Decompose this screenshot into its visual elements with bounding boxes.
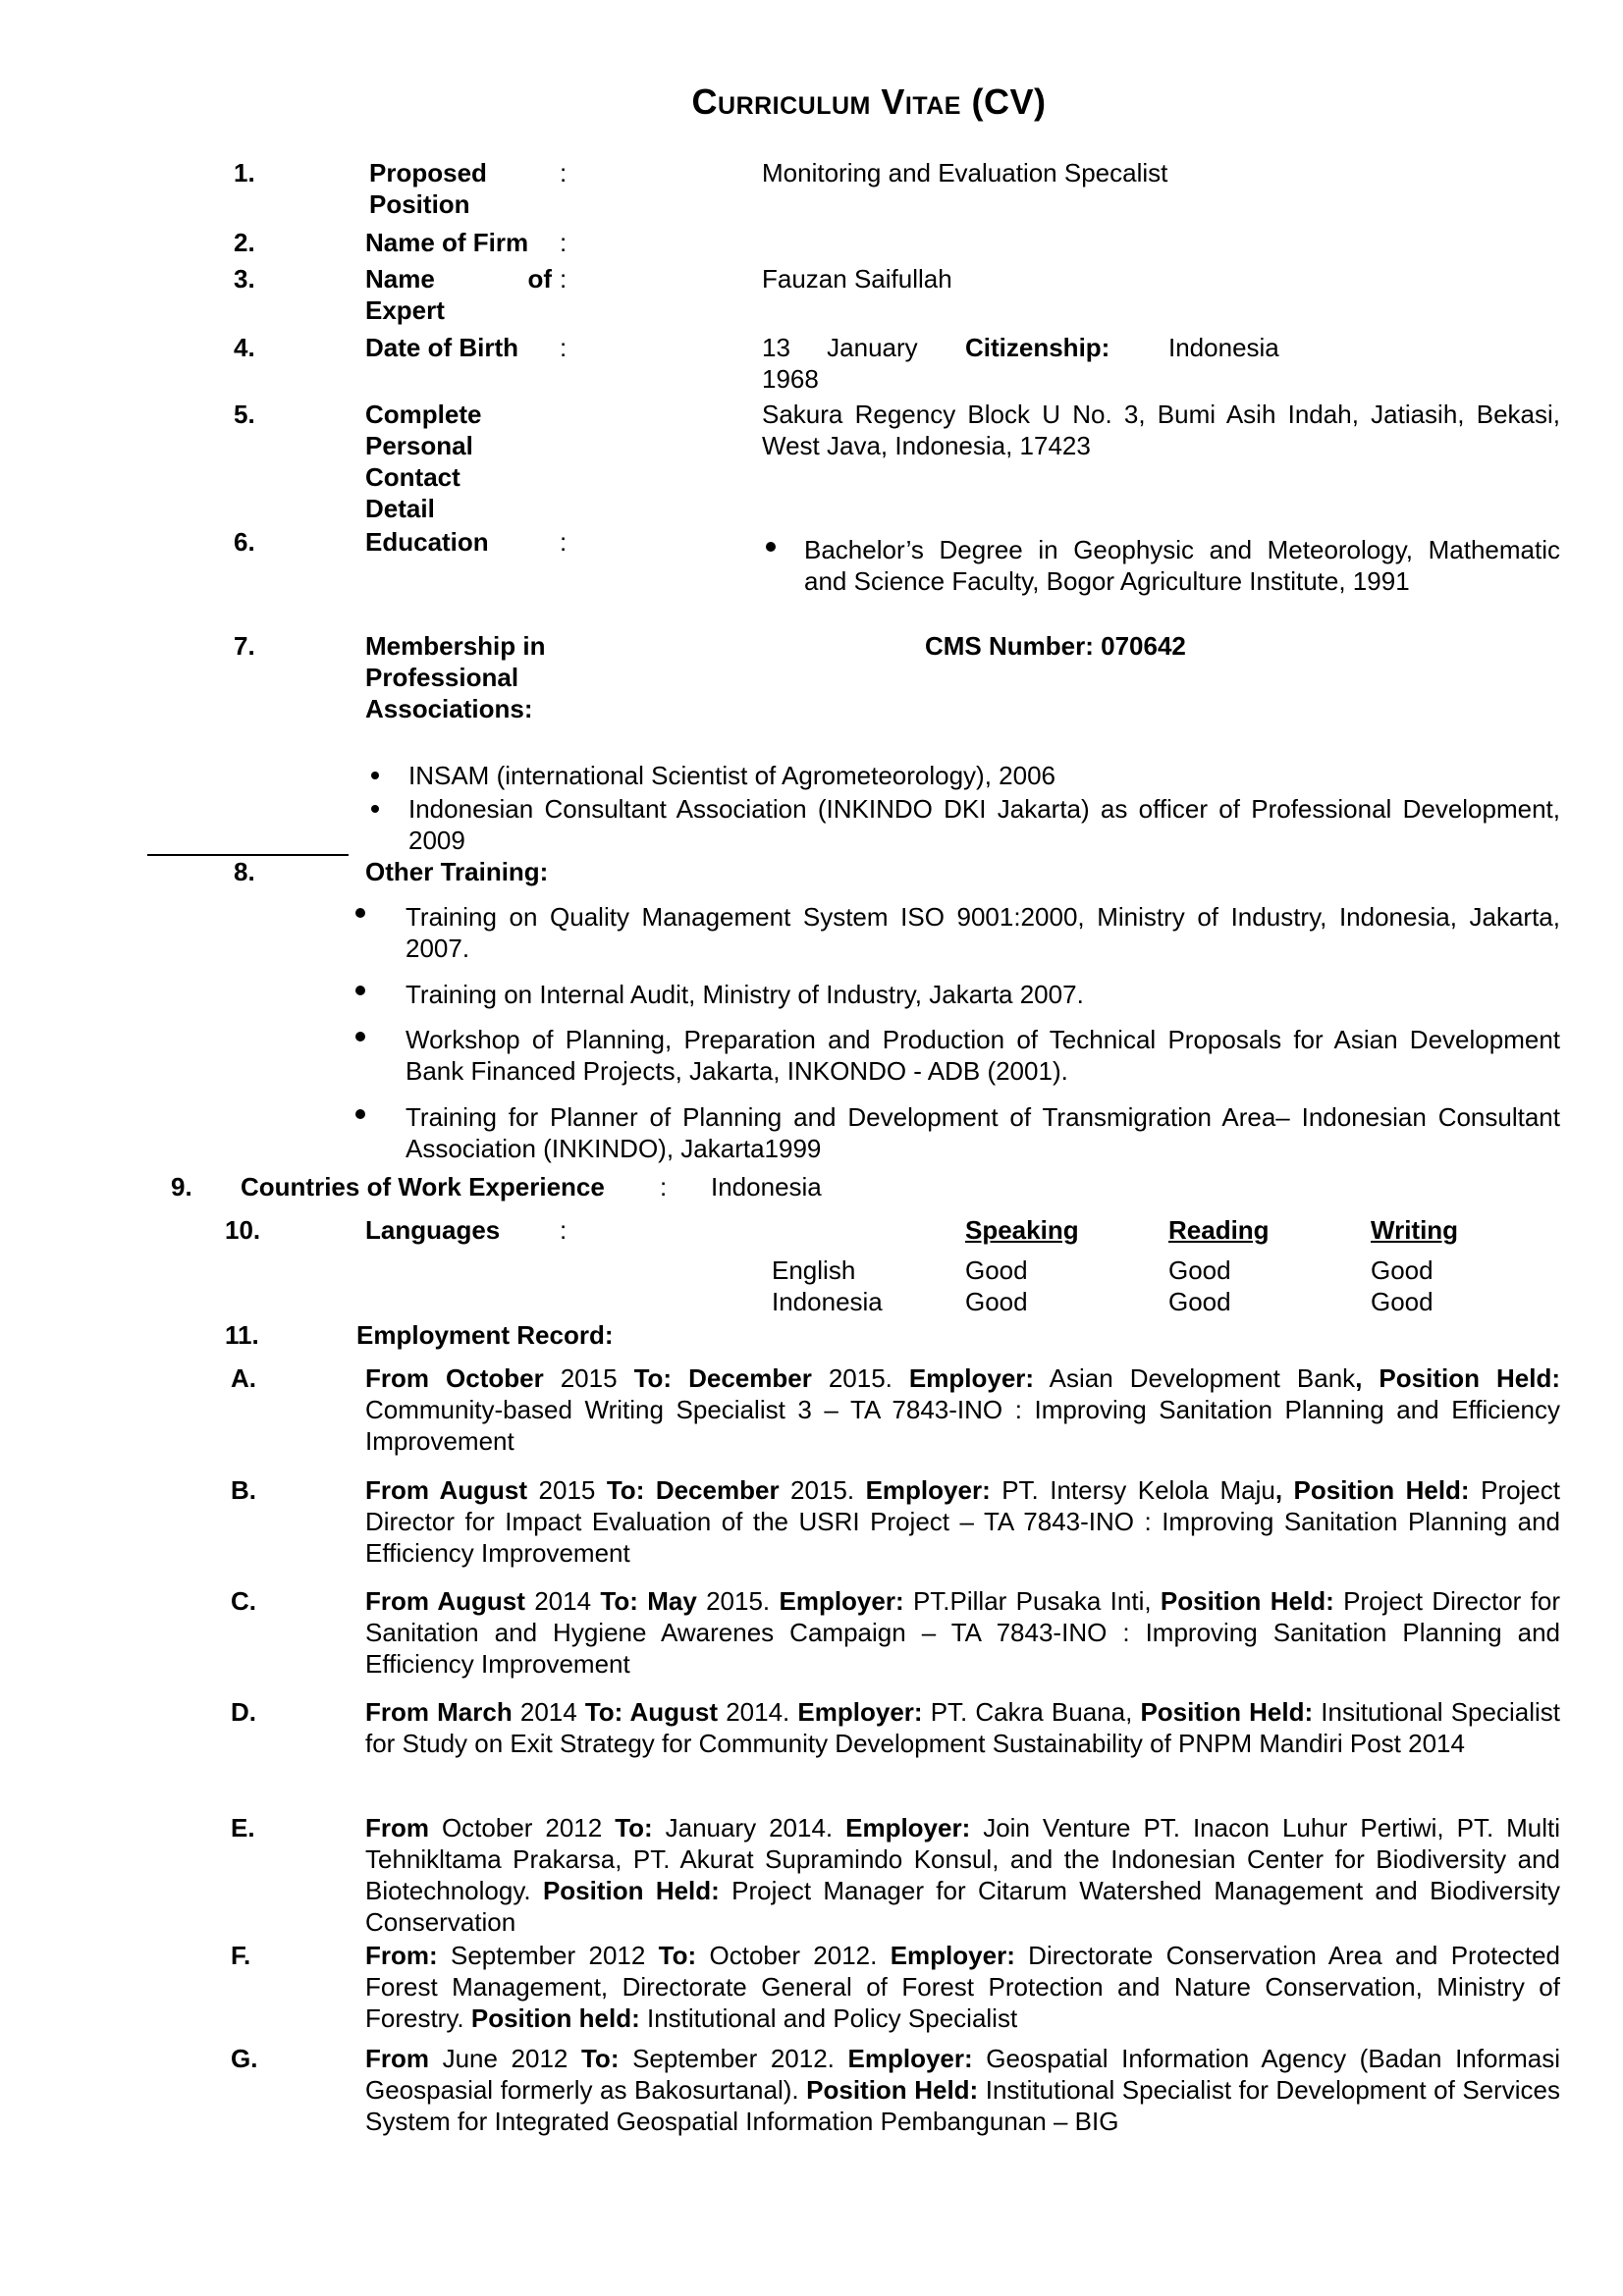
field-label-name-of-expert: Name of Expert xyxy=(365,264,552,325)
field-label-date-of-birth: Date of Birth xyxy=(365,333,518,362)
date-of-birth-value: 13 January 1968 xyxy=(762,333,918,394)
bullet-icon xyxy=(371,805,379,813)
languages-header-reading: Reading xyxy=(1168,1215,1270,1245)
bullet-icon xyxy=(766,542,776,552)
bullet-icon xyxy=(355,908,365,918)
field-colon: : xyxy=(560,1215,568,1245)
language-reading: Good xyxy=(1168,1255,1231,1285)
language-name: English xyxy=(772,1255,856,1285)
bullet-icon xyxy=(355,1109,365,1119)
bullet-icon xyxy=(371,772,379,779)
page-title: Curriculum Vitae (CV) xyxy=(691,81,1047,122)
bullet-icon xyxy=(355,986,365,995)
membership-item: Indonesian Consultant Association (INKINDO DKI Jakarta) as officer of Professional Development, 2009 xyxy=(408,794,1560,855)
field-label-membership: Membership in Professional Associations: xyxy=(365,631,546,723)
proposed-position-value: Monitoring and Evaluation Specalist xyxy=(762,158,1168,187)
field-colon: : xyxy=(560,264,568,294)
item-number: 10. xyxy=(225,1215,261,1245)
training-item: Training on Internal Audit, Ministry of Industry, Jakarta 2007. xyxy=(406,980,1084,1009)
citizenship-label: Citizenship: xyxy=(965,333,1110,362)
item-number: 3. xyxy=(234,264,255,294)
item-number: 5. xyxy=(234,400,255,429)
language-writing: Good xyxy=(1371,1287,1434,1316)
employment-letter: B. xyxy=(231,1475,256,1505)
employment-letter: D. xyxy=(231,1697,256,1727)
training-item: Training on Quality Management System ISO 9001:2000, Ministry of Industry, Indonesia, Jakarta, 2007. xyxy=(406,902,1560,963)
item-number: 4. xyxy=(234,333,255,362)
item-number: 6. xyxy=(234,527,255,557)
employment-letter: E. xyxy=(231,1813,255,1842)
item-number: 9. xyxy=(171,1172,192,1201)
employment-entry: From October 2012 To: January 2014. Employer: Join Venture PT. Inacon Luhur Pertiwi, PT. Multi Tehnikltama Prakarsa, PT. Akurat Supramindo Konsul, and the Indonesian Center for Biodiversity and Biotechnology. Position Held: Project Manager for Citarum Watershed Management and Biodiversity Conservation xyxy=(365,1813,1561,1937)
item-number: 8. xyxy=(234,857,255,886)
employment-letter: A. xyxy=(231,1363,256,1393)
field-label-other-training: Other Training: xyxy=(365,857,549,886)
languages-header-writing: Writing xyxy=(1371,1215,1459,1245)
bullet-icon xyxy=(355,1032,365,1041)
employment-entry: From March 2014 To: August 2014. Employer: PT. Cakra Buana, Position Held: Insitutional Specialist for Study on Exit Strategy for Community Development Sustainability of PNPM Mandiri Post 2014 xyxy=(365,1697,1560,1758)
expert-name-value: Fauzan Saifullah xyxy=(762,264,952,294)
cms-number: CMS Number: 070642 xyxy=(925,631,1186,661)
language-writing: Good xyxy=(1371,1255,1434,1285)
field-colon: : xyxy=(560,333,568,362)
language-speaking: Good xyxy=(965,1287,1028,1316)
education-item: Bachelor’s Degree in Geophysic and Meteorology, Mathematic and Science Faculty, Bogor Agriculture Institute, 1991 xyxy=(804,535,1560,596)
language-reading: Good xyxy=(1168,1287,1231,1316)
item-number: 11. xyxy=(225,1320,259,1350)
membership-item: INSAM (international Scientist of Agrometeorology), 2006 xyxy=(408,761,1056,790)
employment-entry: From October 2015 To: December 2015. Employer: Asian Development Bank, Position Held: Community-based Writing Specialist 3 – TA 7843-INO : Improving Sanitation Planning and Efficiency Improvement xyxy=(365,1363,1560,1456)
field-label-countries: Countries of Work Experience xyxy=(241,1172,605,1201)
field-label-contact-detail: Complete Personal Contact Detail xyxy=(365,400,482,523)
field-label-proposed-position: Proposed Position xyxy=(369,158,487,219)
employment-entry: From: September 2012 To: October 2012. Employer: Directorate Conservation Area and Protected Forest Management, Directorate General of Forest Protection and Nature Conservation, Ministry of Forestry. Position held: Institutional and Policy Specialist xyxy=(365,1941,1560,2033)
languages-header-speaking: Speaking xyxy=(965,1215,1079,1245)
employment-entry: From August 2014 To: May 2015. Employer: PT.Pillar Pusaka Inti, Position Held: Project Director for Sanitation and Hygiene Awarenes Campaign – TA 7843-INO : Improving Sanitation Planning and Efficiency Improvement xyxy=(365,1586,1560,1679)
training-item: Workshop of Planning, Preparation and Production of Technical Proposals for Asian Development Bank Financed Projects, Jakarta, INKONDO - ADB (2001). xyxy=(406,1025,1560,1086)
language-name: Indonesia xyxy=(772,1287,883,1316)
field-label-education: Education xyxy=(365,527,489,557)
field-label-languages: Languages xyxy=(365,1215,501,1245)
language-speaking: Good xyxy=(965,1255,1028,1285)
item-number: 7. xyxy=(234,631,255,661)
field-label-employment-record: Employment Record: xyxy=(356,1320,614,1350)
citizenship-value: Indonesia xyxy=(1168,333,1279,362)
field-colon: : xyxy=(560,228,568,257)
employment-letter: C. xyxy=(231,1586,256,1616)
field-label-name-of-firm: Name of Firm xyxy=(365,228,529,257)
training-item: Training for Planner of Planning and Development of Transmigration Area– Indonesian Consultant Association (INKINDO), Jakarta1999 xyxy=(406,1102,1560,1163)
employment-letter: F. xyxy=(231,1941,251,1970)
employment-entry: From August 2015 To: December 2015. Employer: PT. Intersy Kelola Maju, Position Held: Project Director for Impact Evaluation of the USRI Project – TA 7843-INO : Improving Sanitation Planning and Efficiency Improvement xyxy=(365,1475,1560,1568)
employment-letter: G. xyxy=(231,2044,258,2073)
field-colon: : xyxy=(560,158,568,187)
contact-address-value: Sakura Regency Block U No. 3, Bumi Asih Indah, Jatiasih, Bekasi, West Java, Indonesia, 17423 xyxy=(762,400,1560,460)
countries-value: Indonesia xyxy=(711,1172,822,1201)
employment-entry: From June 2012 To: September 2012. Employer: Geospatial Information Agency (Badan Informasi Geospasial formerly as Bakosurtanal). Position Held: Institutional Specialist for Development of Services System for Integrated Geospatial Information Pembangunan – BIG xyxy=(365,2044,1561,2136)
item-number: 1. xyxy=(234,158,255,187)
field-colon: : xyxy=(560,527,568,557)
field-colon: : xyxy=(660,1172,668,1201)
item-number: 2. xyxy=(234,228,255,257)
